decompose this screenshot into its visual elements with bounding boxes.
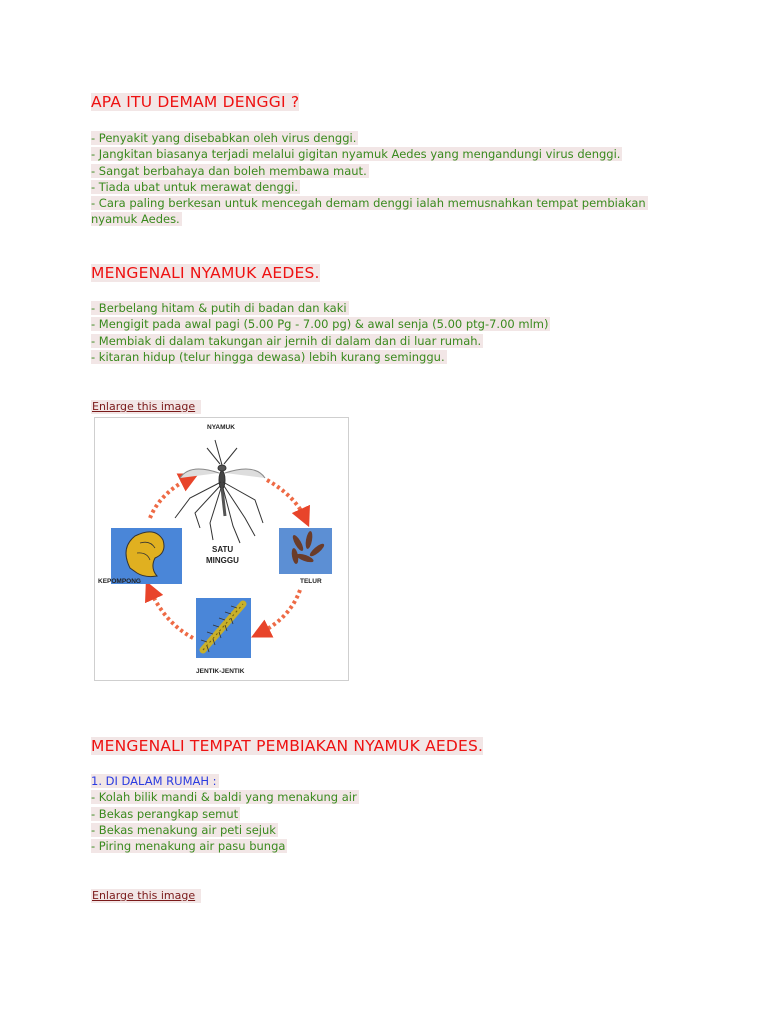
list-item: [91, 333, 550, 349]
list-item: [91, 838, 359, 854]
label-nyamuk: NYAMUK: [207, 424, 235, 431]
list-item: [91, 163, 648, 179]
list-item: [91, 130, 648, 146]
section-heading-apa-itu-demam-denggi: [91, 92, 299, 112]
enlarge-image-link[interactable]: Enlarge this image: [91, 400, 201, 414]
list-item: [91, 349, 550, 365]
arrow-nyamuk-to-telur: [267, 480, 305, 518]
arrow-jentik-to-kepompong: [150, 590, 193, 638]
section-heading-tempat-pembiakan: [91, 736, 483, 756]
lifecycle-diagram: [95, 418, 348, 680]
breeding-places-list: [91, 773, 359, 854]
arrow-telur-to-jentik: [260, 590, 300, 633]
list-item-text: - Bekas perangkap semut: [91, 806, 239, 821]
denggi-facts-list: [91, 130, 648, 228]
list-item-text: - Jangkitan biasanya terjadi melalui gigitan nyamuk Aedes yang mengandungi virus denggi.: [91, 147, 621, 162]
heading-text: MENGENALI TEMPAT PEMBIAKAN NYAMUK AEDES.: [91, 737, 484, 755]
list-item-text: - Kolah bilik mandi & baldi yang menakung air: [91, 790, 357, 805]
list-item-text: - Berbelang hitam & putih di badan dan kaki: [91, 301, 347, 315]
list-item-text: - Sangat berbahaya dan boleh membawa maut.: [91, 163, 367, 178]
list-item: [91, 316, 550, 332]
label-minggu: MINGGU: [206, 556, 239, 565]
list-item: [91, 211, 648, 227]
aedes-lifecycle-image: [94, 417, 349, 681]
list-item-text: nyamuk Aedes.: [91, 212, 180, 227]
list-item-text: - Penyakit yang disebabkan oleh virus denggi.: [91, 131, 357, 145]
heading-text: MENGENALI NYAMUK AEDES.: [91, 264, 320, 282]
label-kepompong: KEPOMPONG: [98, 578, 141, 585]
list-item: [91, 806, 359, 822]
label-satu: SATU: [212, 545, 234, 554]
mosquito-illustration: [175, 440, 265, 543]
list-item-text: - Mengigit pada awal pagi (5.00 Pg - 7.00 pg) & awal senja (5.00 ptg-7.00 mlm): [91, 317, 549, 332]
subheading-di-dalam-rumah: [91, 773, 359, 789]
list-item: [91, 146, 648, 162]
list-item: [91, 300, 550, 316]
telur-panel: [279, 528, 332, 574]
list-item: [91, 789, 359, 805]
list-item: [91, 822, 359, 838]
list-item-text: - kitaran hidup (telur hingga dewasa) lebih kurang seminggu.: [91, 349, 445, 364]
enlarge-image-link[interactable]: Enlarge this image: [91, 889, 201, 903]
arrow-kepompong-to-nyamuk: [150, 478, 190, 518]
heading-text: APA ITU DEMAM DENGGI ?: [91, 93, 300, 111]
label-jentik-jentik: JENTIK-JENTIK: [196, 668, 245, 675]
list-item: [91, 195, 648, 211]
label-telur: TELUR: [300, 578, 322, 585]
list-item-text: - Tiada ubat untuk merawat denggi.: [91, 179, 298, 194]
section-heading-mengenali-nyamuk-aedes: [91, 263, 320, 283]
list-item-text: - Piring menakung air pasu bunga: [91, 839, 286, 854]
list-item-text: - Bekas menakung air peti sejuk: [91, 822, 276, 837]
list-item-text: - Membiak di dalam takungan air jernih di dalam dan di luar rumah.: [91, 333, 482, 348]
aedes-facts-list: [91, 300, 550, 365]
list-item-text: - Cara paling berkesan untuk mencegah demam denggi ialah memusnahkan tempat pembiakan: [91, 196, 646, 211]
subheading-text: 1. DI DALAM RUMAH :: [91, 774, 217, 788]
list-item: [91, 179, 648, 195]
